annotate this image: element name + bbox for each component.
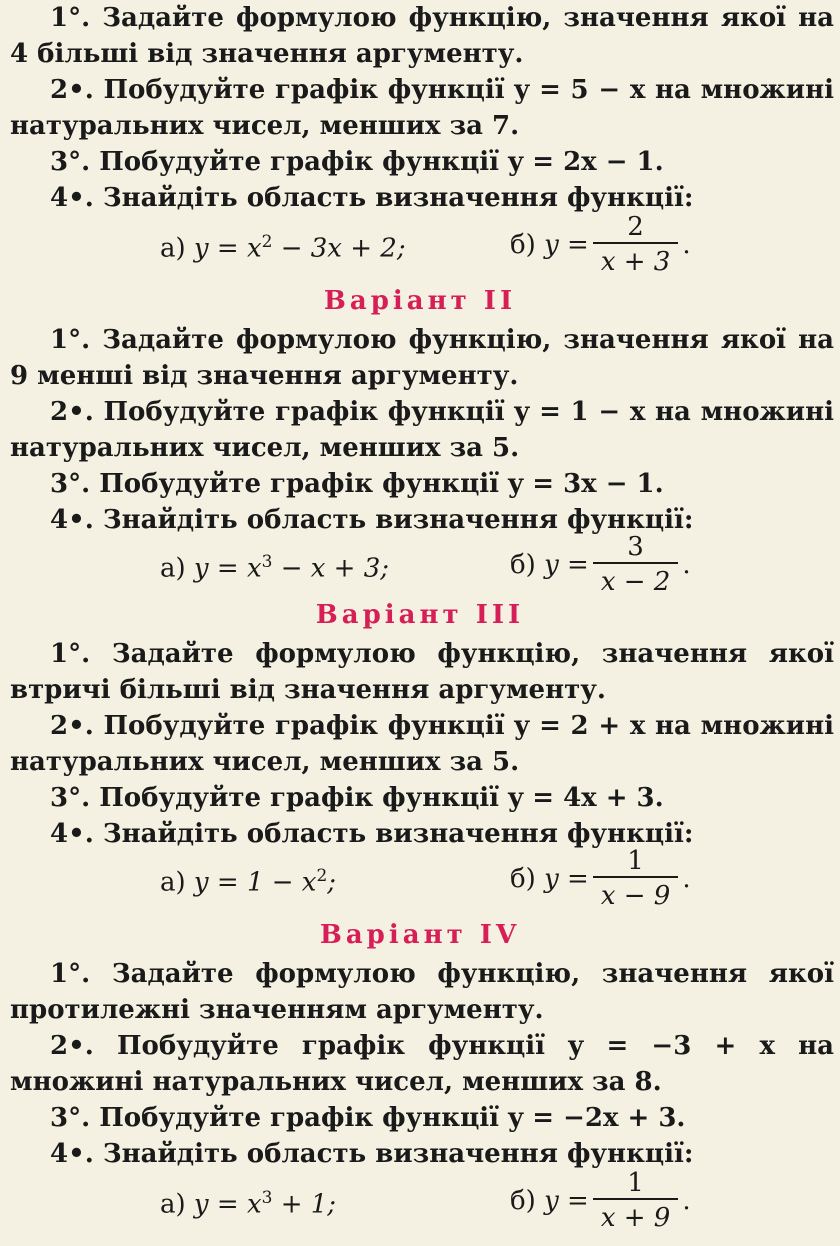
- v3-task-2: 2•. Побудуйте графік функції y = 2 + x на множині натуральних чисел, менших за 5.: [10, 711, 834, 777]
- v1-expr-a: а) $y = x^2 - 3x + 2$;: [160, 232, 406, 264]
- v2-expr-b: б) y = $\frac{3}{x - 2}$ .: [510, 532, 691, 597]
- v3-task-1: 1°. Задайте формулою функцію, значення якої втричі більші від значення аргументу.: [10, 639, 834, 705]
- v3-task-3: 3°. Побудуйте графік функції y = 4x + 3.: [50, 783, 664, 813]
- v3-task-4: 4•. Знайдіть область визначення функції:: [50, 819, 694, 849]
- variant-2-heading: Варіант II: [323, 286, 517, 316]
- v1-task-3: 3°. Побудуйте графік функції y = 2x − 1.: [50, 147, 664, 177]
- v2-task-4: 4•. Знайдіть область визначення функції:: [50, 505, 694, 535]
- v4-task-1: 1°. Задайте формулою функцію, значення якої протилежні значенням аргументу.: [10, 959, 834, 1025]
- variant-4-heading: Варіант IV: [319, 920, 521, 950]
- v3-expr-b: б) y = $\frac{1}{x - 9}$ .: [510, 846, 691, 911]
- variant-3-heading: Варіант III: [315, 600, 525, 630]
- fraction: $\frac{1}{x - 9}$: [593, 846, 679, 912]
- v2-task-2: 2•. Побудуйте графік функції y = 1 − x на множині натуральних чисел, менших за 5.: [10, 397, 834, 463]
- v2-task-1: 1°. Задайте формулою функцію, значення якої на 9 менші від значення аргументу.: [10, 325, 834, 391]
- v2-task-3: 3°. Побудуйте графік функції y = 3x − 1.: [50, 469, 664, 499]
- v3-expressions: [0, 846, 840, 918]
- v4-task-3: 3°. Побудуйте графік функції y = −2x + 3.: [50, 1103, 686, 1133]
- fraction: $\frac{2}{x + 3}$: [593, 212, 679, 278]
- v1-task-4: 4•. Знайдіть область визначення функції:: [50, 183, 694, 213]
- fraction: $\frac{1}{x + 9}$: [593, 1168, 679, 1234]
- v2-expr-a: а) $y = x^3 - x + 3$;: [160, 552, 390, 584]
- v1-task-2: 2•. Побудуйте графік функції y = 5 − x на множині натуральних чисел, менших за 7.: [10, 75, 834, 141]
- v4-task-2: 2•. Побудуйте графік функції y = −3 + x на множині натуральних чисел, менших за 8.: [10, 1031, 834, 1097]
- v4-task-4: 4•. Знайдіть область визначення функції:: [50, 1139, 694, 1169]
- v1-expr-b: б) y = $\frac{2}{x + 3}$ .: [510, 212, 691, 277]
- v1-task-1: 1°. Задайте формулою функцію, значення якої на 4 більші від значення аргументу.: [10, 3, 834, 69]
- v4-expressions: [0, 1168, 840, 1240]
- fraction: $\frac{3}{x - 2}$: [593, 532, 679, 598]
- v2-expressions: [0, 532, 840, 604]
- v4-expr-b: б) y = $\frac{1}{x + 9}$ .: [510, 1168, 691, 1233]
- v1-expressions: [0, 212, 840, 284]
- v3-expr-a: а) $y = 1 - x^2$;: [160, 866, 337, 898]
- v4-expr-a: а) $y = x^3 + 1$;: [160, 1188, 337, 1220]
